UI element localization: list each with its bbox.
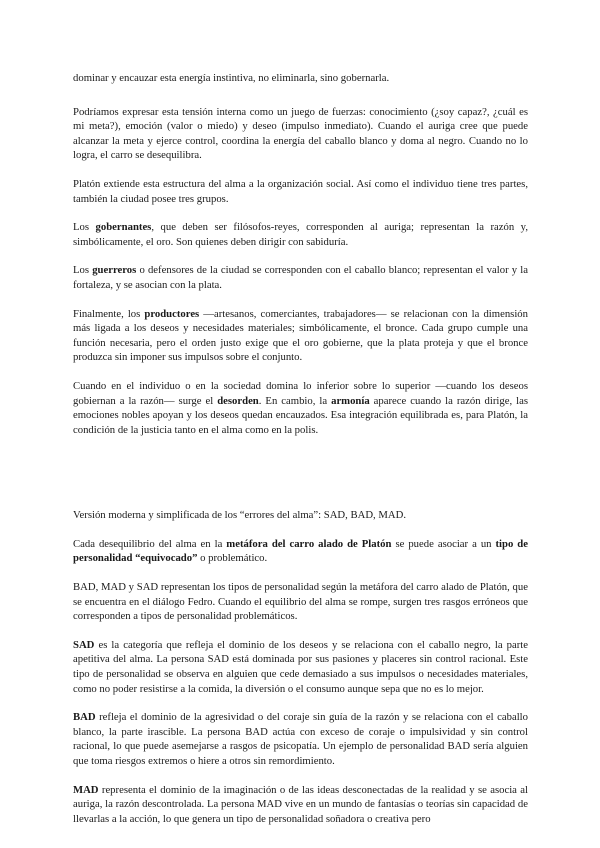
paragraph-p8	[73, 508, 528, 523]
bold-term: MAD	[73, 783, 99, 796]
bold-term: armonía	[331, 394, 370, 407]
text-run: , que deben ser filósofos-reyes, corresponden al auriga; representan la razón y, simbólicamente, el oro. Son quienes deben dirigir con sabiduría.	[73, 221, 529, 248]
bold-term: desorden	[217, 394, 259, 407]
paragraph-p11	[73, 638, 528, 696]
bold-term: productores	[144, 307, 200, 320]
bold-term: gobernantes	[95, 221, 152, 234]
text-run: representa el dominio de la imaginación o de las ideas desconectadas de la realidad y se asocia al auriga, la razón descontrolada. La persona MAD vive en un mundo de fantasías o teorías sin capacidad de llevarlas a la acción, lo que genera un tipo de personalidad soñadora o creativa pero	[73, 783, 528, 825]
paragraph-p12	[73, 710, 528, 768]
text-run: Versión moderna y simplificada de los “errores del alma”: SAD, BAD, MAD.	[73, 509, 407, 522]
text-run: —artesanos, comerciantes, trabajadores— se relacionan con la dimensión más ligada a los deseos y necesidades materiales; simbólicamente, el bronce. Cada grupo cumple una función necesaria, pero el orden justo exige que el oro gobierne, que la plata proteja y que el bronce produzca sin imponer sus impulsos sobre el conjunto.	[73, 307, 528, 364]
text-run: Finalmente, los	[73, 307, 145, 320]
paragraph-p3	[73, 177, 528, 206]
paragraph-p5	[73, 263, 528, 292]
paragraph-p10	[73, 580, 528, 624]
text-run: . En cambio, la	[258, 394, 332, 407]
text-run: BAD, MAD y SAD representan los tipos de personalidad según la metáfora del carro alado de Platón, que se encuentra en el diálogo Fedro. Cuando el equilibrio del alma se rompe, surgen tres rasgos erróneos que corresponden a tipos de personalidad problemáticos.	[73, 581, 528, 623]
text-run: o problemático.	[197, 552, 268, 565]
text-run: Cada desequilibrio del alma en la	[73, 537, 227, 550]
text-run: Cuando en el individuo o en la sociedad domina lo inferior sobre lo superior —cuando los deseos gobiernan a la razón— surge el	[73, 379, 528, 407]
text-run: Podríamos expresar esta tensión interna como un juego de fuerzas: conocimiento (¿soy capaz?, ¿cuál es mi meta?), emoción (valor o miedo) y deseo (impulso inmediato). Cuando el auriga cree que puede alcanzar la meta y ejerce control, coordina la energía del caballo blanco y doma al negro. Cuando no lo logra, el carro se desequilibra.	[73, 105, 528, 162]
text-run: dominar y encauzar esta energía instintiva, no eliminarla, sino gobernarla.	[73, 72, 390, 84]
text-run: Platón extiende esta estructura del alma a la organización social. Así como el individuo tiene tres partes, también la ciudad posee tres grupos.	[73, 177, 528, 205]
paragraph-p1	[73, 71, 528, 86]
text-run: aparece cuando la razón dirige, las emociones nobles apoyan y los deseos quedan encauzados. Esa integración equilibrada es, para Platón, la condición de la justicia tanto en el alma como en la polis.	[73, 394, 528, 436]
paragraph-p4	[73, 220, 528, 249]
section-soul-errors	[73, 508, 528, 826]
text-run: Los	[73, 221, 96, 234]
paragraph-p13	[73, 783, 528, 827]
text-run: o defensores de la ciudad se corresponden con el caballo blanco; representan el valor y la fortaleza, y se asocian con la plata.	[73, 264, 528, 291]
paragraph-p6	[73, 307, 528, 365]
text-run: es la categoría que refleja el dominio de los deseos y se relaciona con el caballo negro, la parte apetitiva del alma. La persona SAD está dominada por sus pasiones y placeres sin control racional. Este tipo de personalidad se observa en alguien que cede demasiado a sus impulsos o necesidades materiales, como no poder resistirse a la comida, la diversión o el consumo aunque sepa que no es lo mejor.	[73, 638, 528, 695]
paragraph-p9	[73, 537, 528, 566]
bold-term: guerreros	[92, 264, 137, 277]
bold-term: tipo de personalidad “equivocado”	[73, 537, 528, 565]
text-run: refleja el dominio de la agresividad o del coraje sin guía de la razón y se relaciona con el caballo blanco, la parte irascible. La persona BAD actúa con exceso de coraje o impulsividad y sin control racional, lo que puede asemejarse a rasgos de psicopatía. Un ejemplo de personalidad BAD sería alguien que toma riesgos extremos o hiere a otros sin remordimiento.	[73, 711, 528, 767]
bold-term: BAD	[73, 711, 96, 724]
text-run: se puede asociar a un	[391, 537, 496, 550]
text-run: Los	[73, 264, 93, 277]
bold-term: metáfora del carro alado de Platón	[226, 537, 392, 550]
paragraph-p2	[73, 105, 528, 163]
bold-term: SAD	[73, 638, 95, 651]
section-spacer	[73, 451, 528, 508]
section-soul-and-city	[73, 71, 528, 437]
paragraph-p7	[73, 379, 528, 437]
